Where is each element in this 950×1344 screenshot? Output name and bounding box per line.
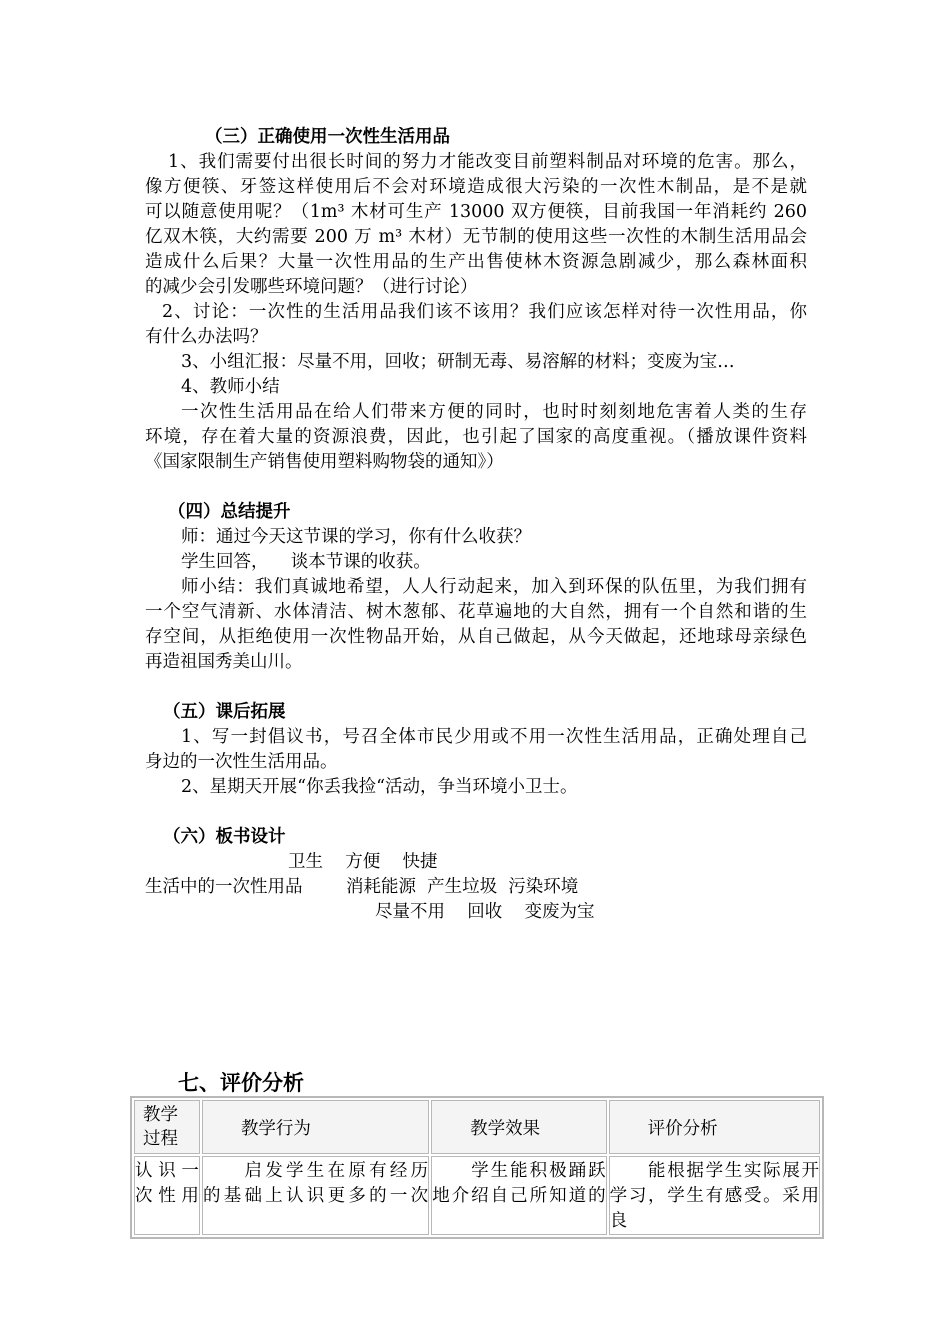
- cell-line: 次 性 用: [135, 1186, 199, 1206]
- cell-line: 启发学生在原有经历: [202, 1161, 429, 1181]
- paragraph-line: 亿双木筷，大约需要 200 万 m³ 木材）无节制的使用这些一次性的木制生活用品会: [145, 227, 807, 247]
- paragraph-line: 身边的一次性生活用品。: [145, 752, 338, 772]
- table-cell: [609, 1156, 820, 1235]
- cell-line: 学生能积极踊跃: [432, 1161, 606, 1181]
- table-header-row: [134, 1100, 820, 1154]
- header-cell: [202, 1100, 429, 1154]
- header-cell: [431, 1100, 606, 1154]
- cell-line: 学习，学生有感受。采用良: [609, 1186, 819, 1231]
- paragraph-line: 学生回答， 谈本节课的收获。: [181, 552, 431, 572]
- header-process: 教学过程: [143, 1105, 178, 1149]
- paragraph-line: 4、教师小结: [181, 377, 280, 397]
- paragraph-line: 1、写一封倡议书，号召全体市民少用或不用一次性生活用品，正确处理自己: [181, 727, 807, 747]
- header-behavior: 教学行为: [240, 1119, 311, 1139]
- cell-line: 认 识 一: [135, 1161, 199, 1181]
- paragraph-line: 造成什么后果？大量一次性用品的生产出售使林木资源急剧减少，那么森林面积: [145, 252, 807, 272]
- paragraph-line: 一次性生活用品在给人们带来方便的同时，也时时刻刻地危害着人类的生存: [181, 402, 807, 422]
- paragraph-line: 2、讨论：一次性的生活用品我们该不该用？我们应该怎样对待一次性用品，你: [162, 302, 807, 322]
- paragraph-line: 的减少会引发哪些环境问题？（进行讨论）: [145, 277, 478, 297]
- paragraph-line: 3、小组汇报：尽量不用，回收；研制无毒、易溶解的材料；变废为宝…: [181, 352, 735, 372]
- board-line-1: 卫生 方便 快捷: [288, 852, 438, 872]
- board-line-3: 尽量不用 回收 变废为宝: [375, 902, 595, 922]
- header-effect: 教学效果: [470, 1119, 541, 1139]
- board-line-2-right: 消耗能源 产生垃圾 污染环境: [346, 877, 579, 897]
- paragraph-line: 师：通过今天这节课的学习，你有什么收获？: [181, 527, 531, 547]
- paragraph-line: 再造祖国秀美山川。: [145, 652, 303, 672]
- paragraph-line: 存空间，从拒绝使用一次性物品开始，从自己做起，从今天做起，还地球母亲绿色: [145, 627, 807, 647]
- section-7-title: 七、评价分析: [178, 1071, 304, 1095]
- paragraph-line: 可以随意使用呢？（1m³ 木材可生产 13000 双方便筷，目前我国一年消耗约 260: [145, 202, 807, 222]
- header-cell: [134, 1100, 200, 1154]
- section-6-title: （六）板书设计: [163, 827, 286, 847]
- paragraph-line: 像方便筷、牙签这样使用后不会对环境造成很大污染的一次性木制品，是不是就: [145, 177, 807, 197]
- cell-line: 地介绍自己所知道的: [432, 1186, 606, 1206]
- cell-line: 能根据学生实际展开: [609, 1161, 819, 1181]
- table-row: [134, 1156, 820, 1235]
- section-4-title: （四）总结提升: [168, 502, 291, 522]
- cell-line: 的基础上认识更多的一次: [202, 1186, 429, 1206]
- section-5-title: （五）课后拓展: [163, 702, 286, 722]
- paragraph-line: 一个空气清新、水体清洁、树木葱郁、花草遍地的大自然，拥有一个自然和谐的生: [145, 602, 807, 622]
- table-cell: [431, 1156, 606, 1235]
- header-cell: [609, 1100, 820, 1154]
- table-cell: [202, 1156, 429, 1235]
- paragraph-line: 有什么办法吗？: [145, 327, 268, 347]
- paragraph-line: 师小结：我们真诚地希望，人人行动起来，加入到环保的队伍里，为我们拥有: [181, 577, 807, 597]
- paragraph-line: 《国家限制生产销售使用塑料购物袋的通知》）: [145, 452, 504, 472]
- board-line-2-left: 生活中的一次性用品: [145, 877, 303, 897]
- paragraph-line: 1、我们需要付出很长时间的努力才能改变目前塑料制品对环境的危害。那么，: [168, 152, 807, 172]
- section-3-title: （三）正确使用一次性生活用品: [205, 127, 450, 147]
- table-cell: [134, 1156, 200, 1235]
- header-analysis: 评价分析: [647, 1119, 718, 1139]
- evaluation-table: [130, 1096, 824, 1239]
- paragraph-line: 2、星期天开展“你丢我捡“活动，争当环境小卫士。: [181, 777, 578, 797]
- paragraph-line: 环境，存在着大量的资源浪费，因此，也引起了国家的高度重视。（播放课件资料: [145, 427, 807, 447]
